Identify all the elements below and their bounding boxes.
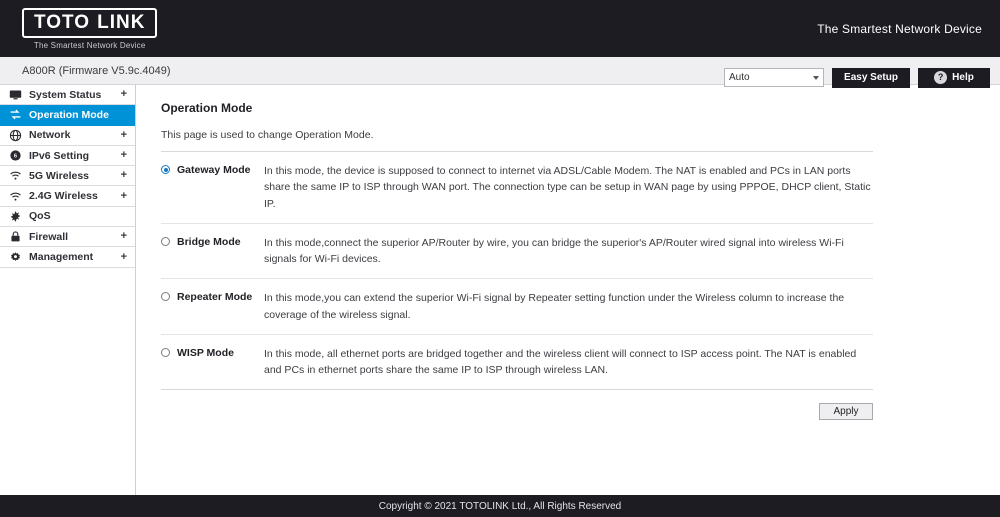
- page-body: [0, 85, 1000, 495]
- mode-description: In this mode,connect the superior AP/Router by wire, you can bridge the superior's AP/Router wired signal into wireless Wi-Fi signals for Wi-Fi devices.: [264, 236, 844, 266]
- page-footer: [0, 495, 1000, 517]
- apply-button[interactable]: Apply: [819, 403, 873, 420]
- mode-option-gateway[interactable]: [161, 163, 262, 176]
- sidebar-item-management[interactable]: [0, 247, 135, 267]
- language-select[interactable]: [724, 68, 824, 87]
- mode-label[interactable]: Repeater Mode: [177, 291, 253, 304]
- mode-row-gateway[interactable]: [161, 152, 873, 224]
- sidebar-label: 2.4G Wireless: [29, 190, 98, 203]
- mode-label[interactable]: Bridge Mode: [177, 235, 241, 248]
- sidebar-item-ipv6-setting[interactable]: [0, 146, 135, 166]
- sidebar-item-24g-wireless[interactable]: [0, 186, 135, 206]
- swap-icon: [9, 108, 22, 121]
- brand-tagline: The Smartest Network Device: [33, 40, 146, 50]
- expand-icon: +: [120, 149, 127, 162]
- copyright-text: Copyright © 2021 TOTOLINK Ltd., All Rights Reserved: [378, 500, 622, 512]
- operation-mode-list: [161, 152, 873, 390]
- device-subbar: [0, 57, 1000, 85]
- sidebar-label: Management: [29, 251, 94, 264]
- sidebar-label: Network: [29, 129, 71, 142]
- ipv6-icon: [9, 149, 22, 162]
- page-header: [0, 0, 1000, 57]
- page-title: Operation Mode: [161, 101, 253, 115]
- monitor-icon: [9, 88, 22, 101]
- logo-primary-text: TOTO: [34, 11, 91, 33]
- mode-option-bridge[interactable]: [161, 235, 262, 248]
- sidebar-item-network[interactable]: [0, 126, 135, 146]
- mode-option-wisp[interactable]: [161, 346, 262, 359]
- sidebar-label: IPv6 Setting: [29, 149, 90, 162]
- expand-icon: +: [120, 189, 127, 202]
- radio-repeater-mode[interactable]: [161, 292, 170, 301]
- mode-row-wisp[interactable]: [161, 335, 873, 391]
- mode-option-repeater[interactable]: [161, 290, 262, 303]
- wifi-icon: [9, 190, 22, 203]
- qos-icon: [9, 210, 22, 223]
- lock-icon: [9, 230, 22, 243]
- sidebar-item-system-status[interactable]: [0, 85, 135, 105]
- gear-icon: [9, 251, 22, 264]
- sidebar-label: Firewall: [29, 230, 69, 243]
- logo-box: [22, 8, 157, 38]
- chevron-down-icon: [813, 76, 819, 80]
- device-firmware-label: A800R (Firmware V5.9c.4049): [22, 64, 171, 77]
- radio-wisp-mode[interactable]: [161, 348, 170, 357]
- sidebar-nav: [0, 85, 136, 495]
- expand-icon: +: [120, 230, 127, 243]
- mode-description: In this mode, the device is supposed to connect to internet via ADSL/Cable Modem. The NAT is enabled and PCs in LAN ports share the same IP to ISP through WAN port. The connection type can be setup in WAN page by using PPPOE, DHCP client, Static IP.: [264, 165, 871, 210]
- expand-icon: +: [120, 169, 127, 182]
- sidebar-item-operation-mode[interactable]: [0, 105, 135, 125]
- help-button[interactable]: [918, 68, 990, 88]
- question-mark-icon: ?: [934, 71, 947, 84]
- mode-description: In this mode, all ethernet ports are bridged together and the wireless client will connect to ISP access point. The NAT is enabled and PCs in ethernet ports share the same IP to ISP through wireless LAN.: [264, 347, 857, 377]
- header-tagline: The Smartest Network Device: [817, 21, 982, 36]
- logo-secondary-text: LINK: [97, 11, 146, 33]
- apply-row: [161, 390, 873, 420]
- expand-icon: +: [120, 128, 127, 141]
- mode-row-repeater[interactable]: [161, 279, 873, 335]
- mode-label[interactable]: Gateway Mode: [177, 164, 251, 176]
- sidebar-item-firewall[interactable]: [0, 227, 135, 247]
- radio-bridge-mode[interactable]: [161, 237, 170, 246]
- mode-row-bridge[interactable]: [161, 224, 873, 280]
- page-description: This page is used to change Operation Mode.: [161, 129, 873, 152]
- language-select-value: Auto: [729, 72, 750, 83]
- expand-icon: +: [120, 250, 127, 263]
- sidebar-label: System Status: [29, 88, 102, 101]
- sidebar-label: QoS: [29, 210, 51, 223]
- sidebar-label: Operation Mode: [29, 108, 109, 121]
- mode-description: In this mode,you can extend the superior Wi-Fi signal by Repeater setting function under the Wireless column to increase the coverage of the wireless signal.: [264, 292, 845, 321]
- mode-label[interactable]: WISP Mode: [177, 346, 234, 359]
- globe-icon: [9, 129, 22, 142]
- radio-gateway-mode[interactable]: [161, 165, 170, 174]
- brand-logo: [22, 8, 157, 50]
- svg-text:6: 6: [13, 153, 18, 160]
- sidebar-label: 5G Wireless: [29, 169, 90, 182]
- subbar-controls: [724, 68, 990, 88]
- easy-setup-button[interactable]: Easy Setup: [832, 68, 910, 88]
- sidebar-item-qos[interactable]: [0, 207, 135, 227]
- sidebar-item-5g-wireless[interactable]: [0, 166, 135, 186]
- help-button-label: Help: [952, 72, 974, 83]
- wifi-icon: [9, 169, 22, 182]
- main-content: [136, 85, 1000, 495]
- expand-icon: +: [120, 88, 127, 101]
